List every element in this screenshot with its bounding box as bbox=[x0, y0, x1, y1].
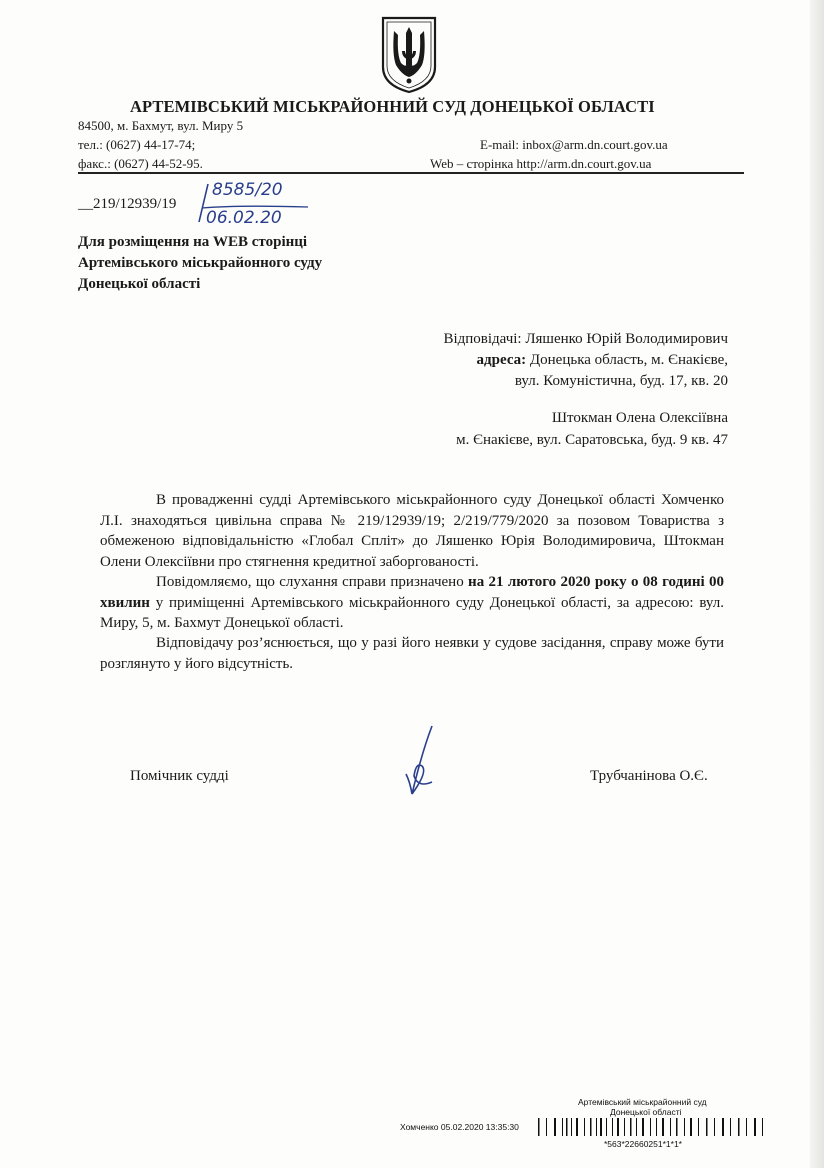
signer-position: Помічник судді bbox=[130, 768, 229, 784]
court-website: Web – сторінка http://arm.dn.court.gov.ua bbox=[430, 156, 652, 171]
handwritten-signature bbox=[392, 722, 452, 802]
court-email: E-mail: inbox@arm.dn.court.gov.ua bbox=[480, 137, 668, 152]
hearing-date-time: на 21 лютого 2020 року о 08 годині 00 хвилин bbox=[100, 574, 725, 611]
barcode-text: *563*22660251*1*1* bbox=[604, 1139, 682, 1149]
court-fax: факс.: (0627) 44-52-95. bbox=[78, 156, 203, 171]
paragraph-case-info bbox=[100, 490, 724, 572]
respondent-1-address-1: Донецька область, м. Єнакієве, bbox=[529, 352, 728, 368]
footer-court-line-1: Артемівський міськрайонний суд bbox=[578, 1097, 707, 1107]
recipient-line-1: Для розміщення на WEB сторінці bbox=[78, 234, 308, 250]
paragraph-absence-text: Відповідачу роз’яснюється, що у разі його неявки у судове засідання, справу може бути розглянуто у його відсутність. bbox=[100, 635, 724, 672]
court-address: 84500, м. Бахмут, вул. Миру 5 bbox=[78, 118, 244, 133]
case-reference: __219/12939/19 bbox=[78, 196, 177, 212]
court-phone: тел.: (0627) 44-17-74; bbox=[78, 137, 196, 152]
hearing-text-start: Повідомляємо, що слухання справи призначено bbox=[156, 574, 469, 590]
address-label: адреса: bbox=[476, 352, 527, 368]
recipient-line-3: Донецької області bbox=[78, 276, 201, 292]
footer-court-line-2: Донецької області bbox=[610, 1107, 682, 1117]
hearing-text-end: у приміщенні Артемівського міськрайонного суду Донецької області, за адресою: вул. Миру, 5, м. Бахмут Донецької області. bbox=[100, 594, 724, 631]
paragraph-case-info-text: В провадженні судді Артемівського міськрайонного суду Донецької області Хомченко Л.І. знаходяться цивільна справа № 219/12939/19; 2/219/779/2020 за позовом Товариства з обмеженою відповідальністю «Глобал Спліт» до Ляшенко Юрія Володимировича, Штокман Олени Олексіївни про стягнення кредитної заборгованості. bbox=[100, 492, 724, 570]
coat-of-arms-icon bbox=[380, 15, 438, 95]
respondent-1-name: Відповідачі: Ляшенко Юрій Володимирович bbox=[443, 331, 728, 347]
respondent-2-name: Штокман Олена Олексіївна bbox=[551, 410, 728, 426]
handwritten-outgoing-number: 8585/20 bbox=[212, 180, 283, 200]
signer-name: Трубчанінова О.Є. bbox=[590, 768, 708, 784]
paragraph-absence bbox=[100, 633, 724, 674]
recipient-line-2: Артемівського міськрайонного суду bbox=[78, 255, 323, 271]
barcode-icon bbox=[538, 1118, 768, 1138]
court-title: АРТЕМІВСЬКИЙ МІСЬКРАЙОННИЙ СУД ДОНЕЦЬКОЇ ОБЛАСТІ bbox=[130, 97, 655, 116]
scan-edge bbox=[810, 0, 824, 1168]
header-divider bbox=[78, 172, 744, 174]
respondent-2-address: м. Єнакієве, вул. Саратовська, буд. 9 кв. 47 bbox=[456, 432, 728, 448]
respondent-1-address-2: вул. Комуністична, буд. 17, кв. 20 bbox=[514, 373, 728, 389]
footer-stamp: Хомченко 05.02.2020 13:35:30 bbox=[400, 1122, 519, 1132]
paragraph-hearing bbox=[100, 572, 724, 634]
recipient-block bbox=[78, 232, 322, 295]
respondent-1-address-line bbox=[477, 352, 728, 369]
handwritten-date: 06.02.20 bbox=[206, 208, 282, 228]
